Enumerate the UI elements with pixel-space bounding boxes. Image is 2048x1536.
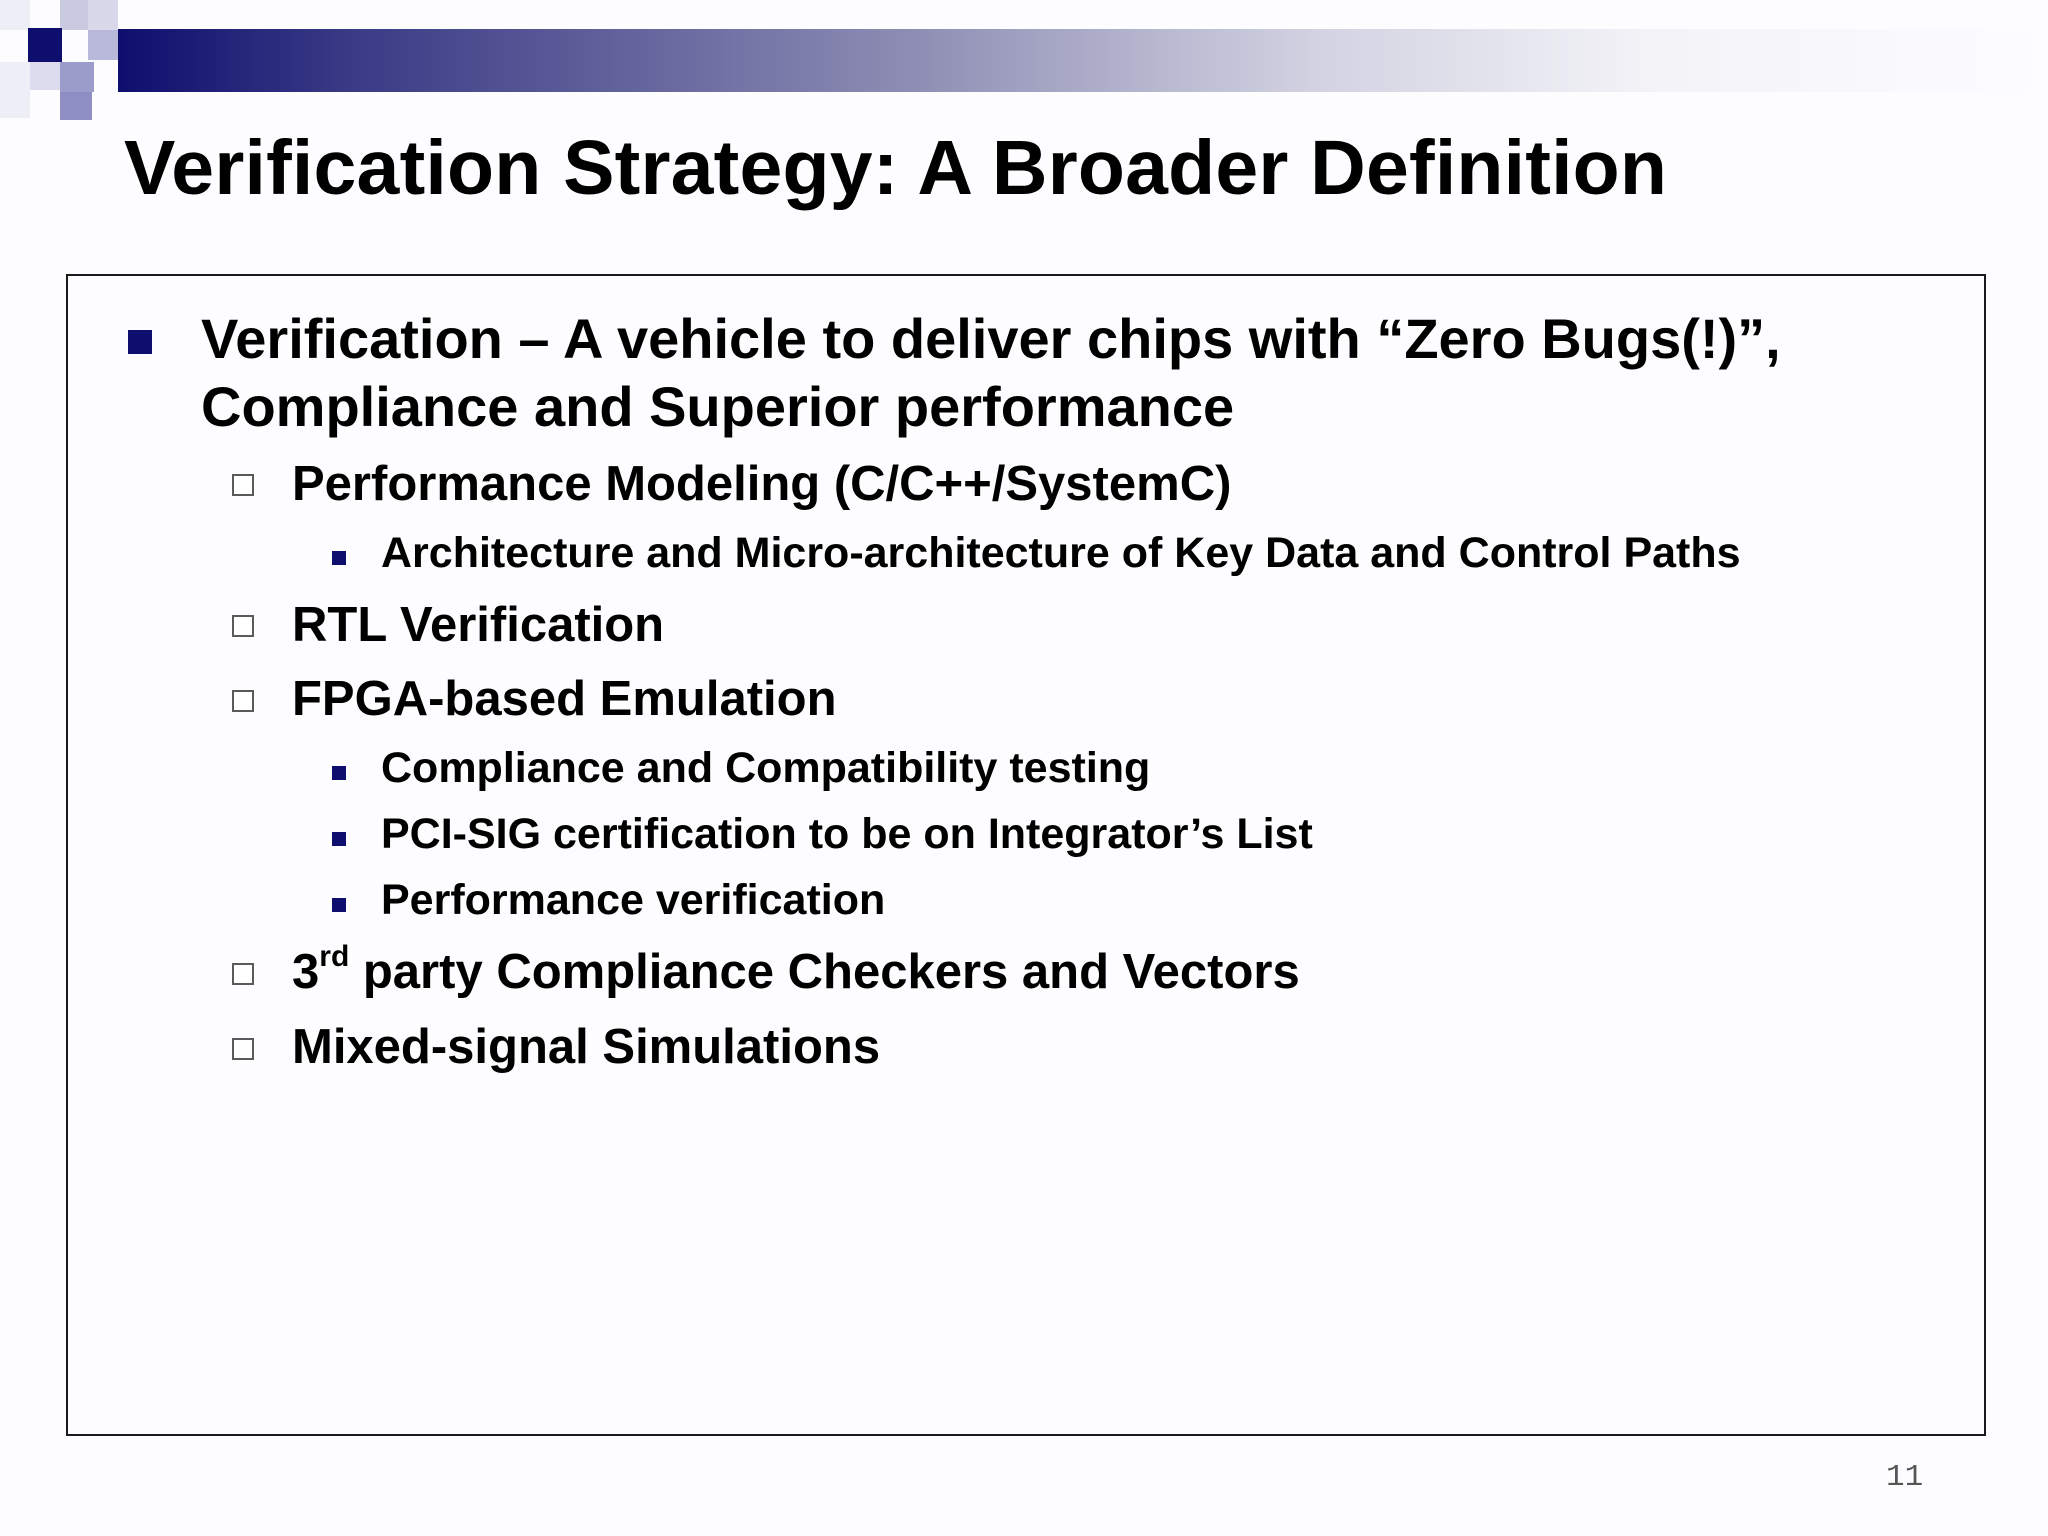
- bullet-small-square-icon: [332, 766, 346, 780]
- sub-bullet-third-party-checkers: 3rd party Compliance Checkers and Vectors: [292, 940, 1300, 999]
- main-bullet-line-1: Verification – A vehicle to deliver chips with “Zero Bugs(!)”,: [201, 307, 1781, 370]
- page-number: 11: [1886, 1460, 1924, 1495]
- main-bullet-line-2: Compliance and Superior performance: [201, 375, 1235, 438]
- bullet-box-icon: [232, 1038, 254, 1060]
- bullet-square-icon: [128, 330, 152, 354]
- bullet-box-icon: [232, 474, 254, 496]
- bullet-small-square-icon: [332, 551, 346, 565]
- bullet-small-square-icon: [332, 898, 346, 912]
- sub-bullet-performance-modeling: Performance Modeling (C/C++/SystemC): [292, 457, 1232, 511]
- sub-bullet-fpga-emulation: FPGA-based Emulation: [292, 672, 837, 726]
- sub-sub-bullet-performance-verification: Performance verification: [381, 876, 886, 924]
- slide-title: Verification Strategy: A Broader Definition: [124, 125, 1668, 211]
- sub-bullet-mixed-signal: Mixed-signal Simulations: [292, 1020, 881, 1074]
- sub-sub-bullet-compliance-testing: Compliance and Compatibility testing: [381, 744, 1151, 792]
- header-gradient-bar: [118, 29, 2048, 92]
- sub-sub-bullet-architecture: Architecture and Micro-architecture of Key Data and Control Paths: [381, 529, 1741, 577]
- bullet-small-square-icon: [332, 832, 346, 846]
- bullet-box-icon: [232, 615, 254, 637]
- sub-bullet-rtl-verification: RTL Verification: [292, 598, 665, 652]
- bullet-box-icon: [232, 963, 254, 985]
- bullet-box-icon: [232, 690, 254, 712]
- sub-sub-bullet-pci-sig: PCI-SIG certification to be on Integrator’s List: [381, 810, 1313, 858]
